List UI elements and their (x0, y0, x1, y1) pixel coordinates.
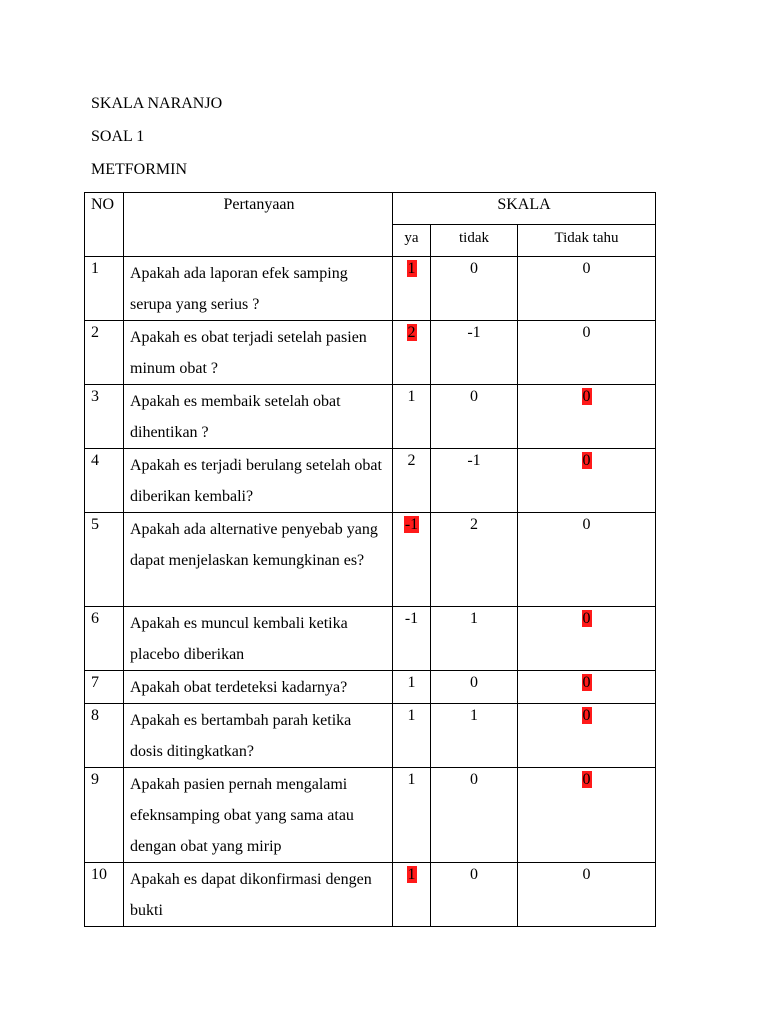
score-yes: -1 (404, 610, 419, 627)
score-unknown-cell (518, 385, 656, 449)
table-row (85, 257, 656, 321)
score-unknown: 0 (582, 707, 591, 724)
score-unknown-cell (518, 863, 656, 927)
table-body (85, 257, 656, 927)
score-yes: -1 (404, 516, 419, 533)
score-no: 1 (470, 707, 478, 724)
table-row (85, 671, 656, 704)
score-no: 0 (470, 771, 478, 788)
header-no: NO (85, 193, 124, 257)
score-no-cell (431, 513, 518, 607)
score-no: 0 (470, 674, 478, 691)
score-no: -1 (467, 452, 481, 469)
score-no: 0 (470, 866, 478, 883)
score-unknown-cell (518, 321, 656, 385)
row-number: 8 (85, 704, 124, 768)
header-unknown: Tidak tahu (518, 225, 656, 257)
row-question: Apakah pasien pernah mengalami efeknsamping obat yang sama atau dengan obat yang mirip (124, 768, 393, 863)
row-question: Apakah es terjadi berulang setelah obat diberikan kembali? (124, 449, 393, 513)
score-yes-cell (393, 704, 431, 768)
row-number: 3 (85, 385, 124, 449)
row-number: 2 (85, 321, 124, 385)
question-label: SOAL 1 (91, 128, 145, 145)
score-unknown: 0 (582, 516, 591, 533)
score-yes: 2 (407, 452, 416, 469)
row-question: Apakah es bertambah parah ketika dosis ditingkatkan? (124, 704, 393, 768)
score-no-cell (431, 449, 518, 513)
drug-name: METFORMIN (91, 161, 188, 178)
row-number: 10 (85, 863, 124, 927)
score-unknown-cell (518, 257, 656, 321)
row-question: Apakah es obat terjadi setelah pasien minum obat ? (124, 321, 393, 385)
score-no-cell (431, 257, 518, 321)
score-yes: 1 (407, 260, 416, 277)
table-row (85, 607, 656, 671)
score-yes: 1 (407, 674, 416, 691)
row-number: 9 (85, 768, 124, 863)
table-row (85, 704, 656, 768)
row-number: 7 (85, 671, 124, 704)
score-yes-cell (393, 671, 431, 704)
score-no: -1 (467, 324, 481, 341)
score-no-cell (431, 321, 518, 385)
score-no-cell (431, 671, 518, 704)
row-number: 4 (85, 449, 124, 513)
row-question: Apakah ada laporan efek samping serupa yang serius ? (124, 257, 393, 321)
score-unknown: 0 (582, 610, 591, 627)
table-row (85, 513, 656, 607)
row-question: Apakah ada alternative penyebab yang dapat menjelaskan kemungkinan es? (124, 513, 393, 607)
row-number: 6 (85, 607, 124, 671)
header-yes: ya (393, 225, 431, 257)
row-question: Apakah obat terdeteksi kadarnya? (124, 671, 393, 704)
score-yes-cell (393, 607, 431, 671)
score-yes: 1 (407, 771, 416, 788)
score-yes-cell (393, 321, 431, 385)
score-yes-cell (393, 257, 431, 321)
row-question: Apakah es muncul kembali ketika placebo diberikan (124, 607, 393, 671)
score-unknown: 0 (582, 324, 591, 341)
header-scale: SKALA (393, 193, 656, 225)
naranjo-scale-table (84, 192, 656, 927)
score-no: 1 (470, 610, 478, 627)
row-number: 5 (85, 513, 124, 607)
score-no-cell (431, 768, 518, 863)
table-row (85, 449, 656, 513)
header-question: Pertanyaan (124, 193, 393, 257)
score-yes-cell (393, 385, 431, 449)
score-no: 0 (470, 388, 478, 405)
score-yes-cell (393, 863, 431, 927)
row-question: Apakah es membaik setelah obat dihentikan ? (124, 385, 393, 449)
score-no: 0 (470, 260, 478, 277)
score-no-cell (431, 704, 518, 768)
score-unknown: 0 (582, 771, 591, 788)
score-unknown-cell (518, 704, 656, 768)
score-unknown-cell (518, 449, 656, 513)
score-no: 2 (470, 516, 478, 533)
score-unknown: 0 (582, 452, 591, 469)
score-no-cell (431, 607, 518, 671)
score-unknown-cell (518, 607, 656, 671)
document-title: SKALA NARANJO (91, 95, 223, 112)
score-unknown: 0 (582, 674, 591, 691)
score-unknown-cell (518, 768, 656, 863)
score-no-cell (431, 863, 518, 927)
table-row (85, 863, 656, 927)
row-number: 1 (85, 257, 124, 321)
score-yes-cell (393, 449, 431, 513)
table-row (85, 385, 656, 449)
score-unknown: 0 (582, 388, 591, 405)
table-header-row (85, 193, 656, 225)
score-yes: 1 (407, 866, 416, 883)
score-yes: 1 (407, 388, 416, 405)
score-no-cell (431, 385, 518, 449)
header-no-answer: tidak (431, 225, 518, 257)
score-unknown: 0 (582, 866, 591, 883)
score-yes: 2 (407, 324, 416, 341)
score-unknown-cell (518, 671, 656, 704)
table-row (85, 321, 656, 385)
score-yes-cell (393, 513, 431, 607)
score-unknown: 0 (582, 260, 591, 277)
row-question: Apakah es dapat dikonfirmasi dengen bukti (124, 863, 393, 927)
score-unknown-cell (518, 513, 656, 607)
score-yes: 1 (407, 707, 416, 724)
score-yes-cell (393, 768, 431, 863)
table-row (85, 768, 656, 863)
